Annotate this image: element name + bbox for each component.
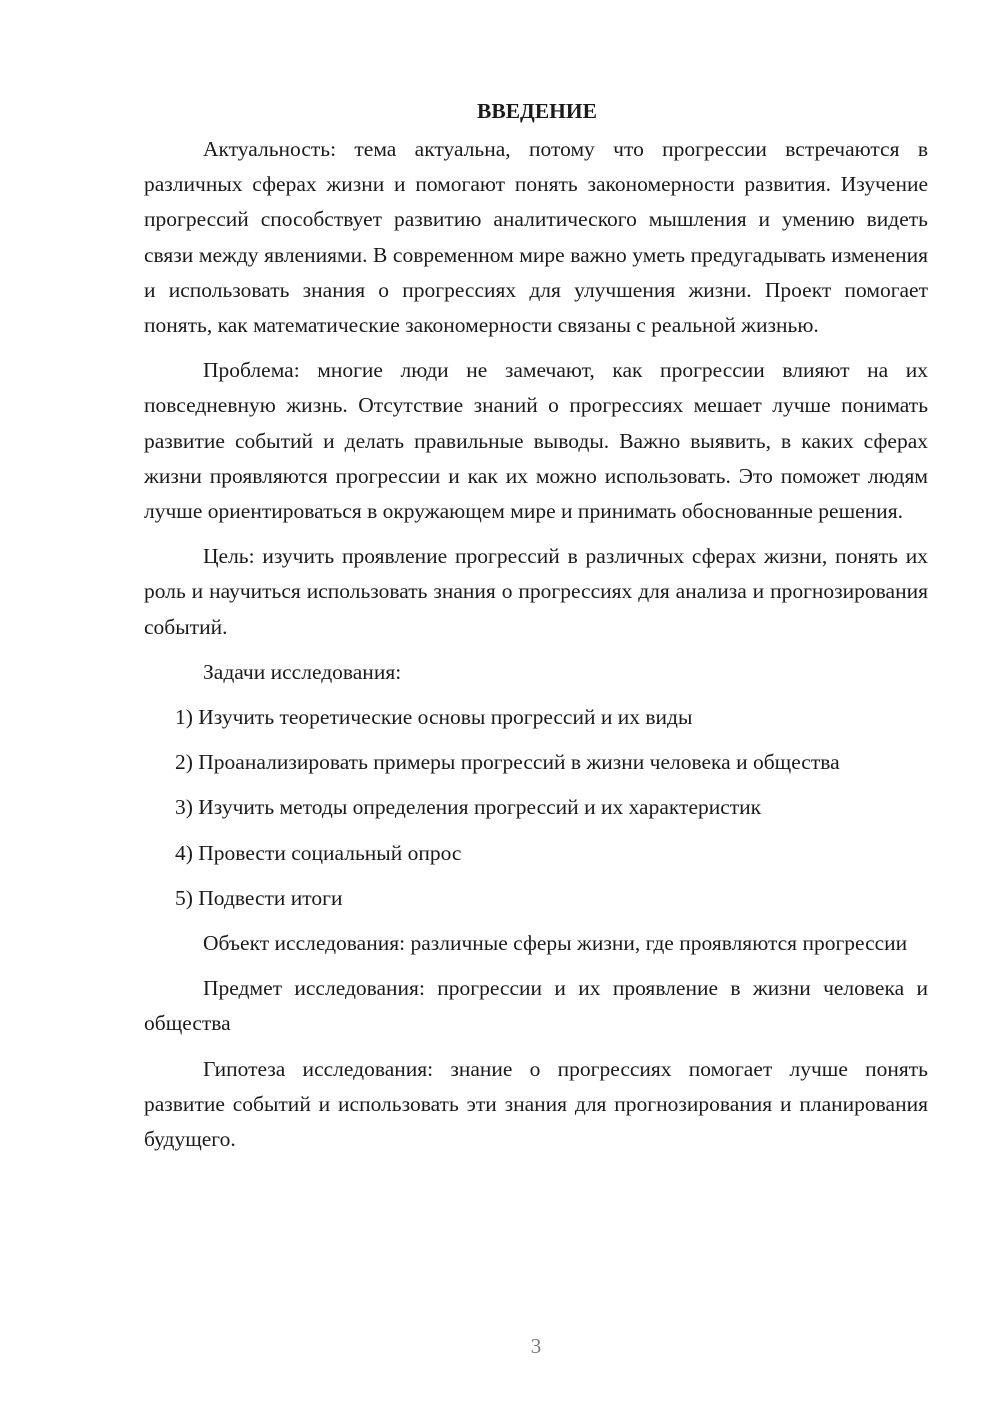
task-item: 1) Изучить теоретические основы прогрессий и их виды — [175, 705, 693, 730]
tasks-list — [144, 700, 928, 916]
task-item: 3) Изучить методы определения прогрессий и их характеристик — [175, 795, 762, 820]
task-item: 5) Подвести итоги — [175, 885, 343, 910]
page-content — [144, 96, 928, 1167]
section-title: ВВЕДЕНИЕ — [477, 99, 597, 123]
object-paragraph: Объект исследования: различные сферы жизни, где проявляются прогрессии — [203, 931, 908, 956]
tasks-heading: Задачи исследования: — [203, 659, 402, 684]
problem-paragraph: Проблема: многие люди не замечают, как прогрессии влияют на их повседневную жизнь. Отсутствие знаний о прогрессиях мешает лучше понимать развитие событий и делать правильные выводы. Важно выявить, в каких сферах жизни проявляются прогрессии и как их можно использовать. Это поможет людям лучше ориентироваться в окружающем мире и принимать обоснованные решения. — [144, 358, 928, 524]
hypothesis-paragraph: Гипотеза исследования: знание о прогрессиях помогает лучше понять развитие событий и использовать эти знания для прогнозирования и планирования будущего. — [144, 1056, 928, 1152]
task-item: 4) Провести социальный опрос — [175, 840, 462, 865]
subject-paragraph: Предмет исследования: прогрессии и их проявление в жизни человека и общества — [144, 976, 928, 1036]
task-item: 2) Проанализировать примеры прогрессий в жизни человека и общества — [175, 750, 840, 775]
goal-paragraph: Цель: изучить проявление прогрессий в различных сферах жизни, понять их роль и научиться использовать знания о прогрессиях для анализа и прогнозирования событий. — [144, 544, 928, 639]
relevance-paragraph: Актуальность: тема актуальна, потому что прогрессии встречаются в различных сферах жизни и помогают понять закономерности развития. Изучение прогрессий способствует развитию аналитического мышления и умению видеть связи между явлениями. В современном мире важно уметь предугадывать изменения и использовать знания о прогрессиях для улучшения жизни. Проект помогает понять, как математические закономерности связаны с реальной жизнью. — [144, 137, 928, 338]
page-number: 3 — [530, 1334, 542, 1358]
